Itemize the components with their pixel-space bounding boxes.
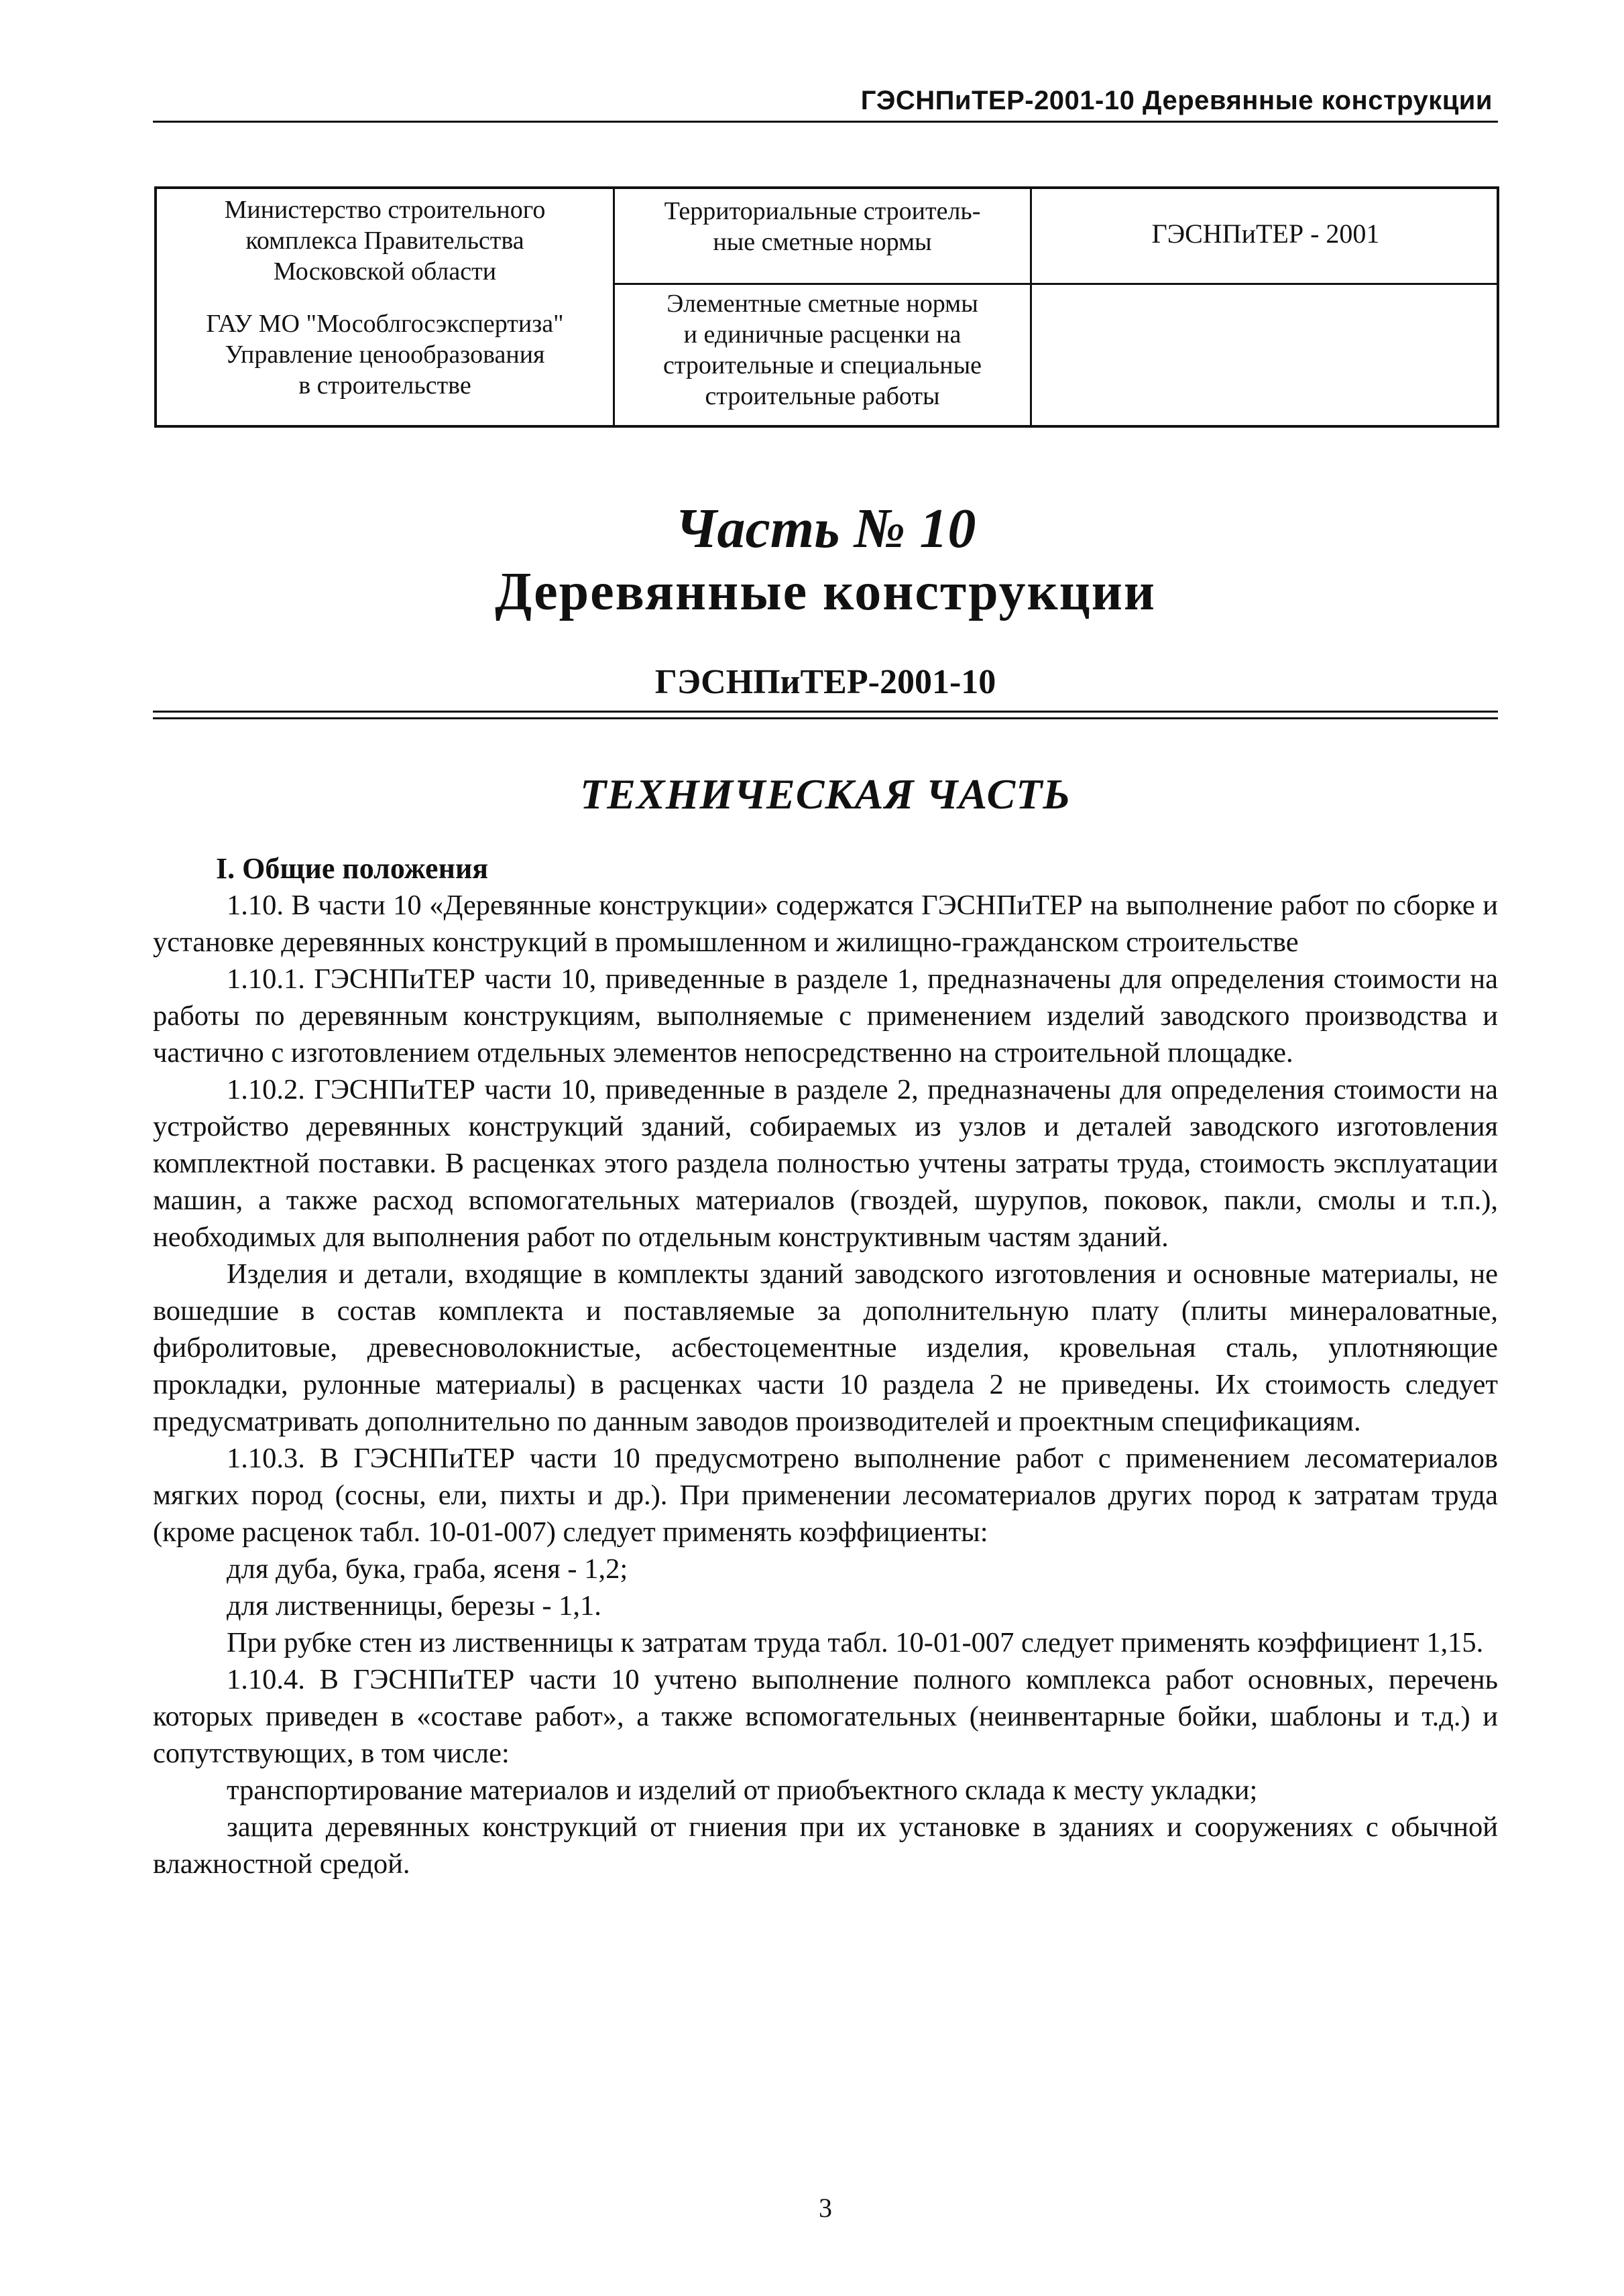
gau-line: в строительстве xyxy=(298,371,471,400)
territorial-line: Территориальные строитель- xyxy=(664,197,981,225)
element-line: строительные и специальные xyxy=(662,351,982,379)
gau-line: ГАУ МО "Мособлгосэкспертиза" xyxy=(206,310,564,338)
double-rule xyxy=(153,717,1498,719)
list-item: транспортирование материалов и изделий от приобъектного склада к месту укладки; xyxy=(227,1774,1258,1806)
ministry-cell xyxy=(157,194,613,287)
gau-cell xyxy=(157,308,613,401)
list-item: для лиственницы, березы - 1,1. xyxy=(227,1590,601,1622)
gau-line: Управление ценообразования xyxy=(225,341,545,369)
part-title: Часть № 10 xyxy=(675,497,976,560)
ministry-line: Московской области xyxy=(273,257,497,286)
element-norms-cell xyxy=(615,288,1030,412)
technical-part-title: ТЕХНИЧЕСКАЯ ЧАСТЬ xyxy=(580,770,1071,818)
double-rule xyxy=(153,711,1498,713)
element-line: строительные работы xyxy=(705,382,940,410)
paragraph: При рубке стен из лиственницы к затратам труда табл. 10-01-007 следует применять коэффициент 1,15. xyxy=(227,1627,1484,1658)
section-heading: I. Общие положения xyxy=(216,852,489,885)
list-item: для дуба, бука, граба, ясеня - 1,2; xyxy=(227,1553,628,1585)
territorial-line: ные сметные нормы xyxy=(713,228,932,256)
paragraph: 1.10. В части 10 «Деревянные конструкции» содержатся ГЭСНПиТЕР на выполнение работ по сборке и установке деревянных конструкций в промышленном и жилищно-гражданском строительстве xyxy=(153,890,1498,958)
main-title: Деревянные конструкции xyxy=(495,562,1156,621)
ministry-line: Министерство строительного xyxy=(224,196,546,224)
paragraph: 1.10.1. ГЭСНПиТЕР части 10, приведенные в разделе 1, предназначены для определения стоимости на работы по деревянным конструкциям, выполняемые с применением изделий заводского производства и частично с изготовлением отдельных элементов непосредственно на строительной площадке. xyxy=(153,963,1498,1069)
standard-code-cell: ГЭСНПиТЕР - 2001 xyxy=(1151,219,1380,249)
header-rule xyxy=(153,121,1498,123)
body-text xyxy=(153,850,1498,1882)
ministry-line: комплекса Правительства xyxy=(245,227,524,255)
territorial-norms-cell xyxy=(615,196,1030,257)
table-divider xyxy=(613,283,1499,285)
info-table xyxy=(154,186,1499,428)
paragraph: Изделия и детали, входящие в комплекты зданий заводского изготовления и основные материалы, не вошедшие в состав комплекта и поставляемые за дополнительную плату (плиты минераловатные, фибролитовые, древесноволокнистые, асбестоцементные изделия, кровельная сталь, уплотняющие прокладки, рулонные материалы) в расценках части 10 раздела 2 не приведены. Их стоимость следует предусматривать дополнительно по данным заводов производителей и проектным спецификациям. xyxy=(153,1258,1498,1437)
paragraph: 1.10.2. ГЭСНПиТЕР части 10, приведенные в разделе 2, предназначены для определения стоимости на устройство деревянных конструкций зданий, собираемых из узлов и деталей заводского изготовления комплектной поставки. В расценках этого раздела полностью учтены затраты труда, стоимость эксплуатации машин, а также расход вспомогательных материалов (гвоздей, шурупов, поковок, пакли, смолы и т.п.), необходимых для выполнения работ по отдельным конструктивным частям зданий. xyxy=(153,1074,1498,1253)
paragraph: 1.10.3. В ГЭСНПиТЕР части 10 предусмотрено выполнение работ с применением лесоматериалов мягких пород (сосны, ели, пихты и др.). При применении лесоматериалов других пород к затратам труда (кроме расценок табл. 10-01-007) следует применять коэффициенты: xyxy=(153,1443,1498,1548)
element-line: и единичные расценки на xyxy=(683,320,962,349)
running-header: ГЭСНПиТЕР-2001-10 Деревянные конструкции xyxy=(860,86,1493,115)
list-item: защита деревянных конструкций от гниения при их установке в зданиях и сооружениях с обычной влажностной средой. xyxy=(153,1811,1498,1880)
element-line: Элементные сметные нормы xyxy=(666,290,978,318)
paragraph: 1.10.4. В ГЭСНПиТЕР части 10 учтено выполнение полного комплекса работ основных, перечень которых приведен в «составе работ», а также вспомогательных (неинвентарные бойки, шаблоны и т.д.) и сопутствующих, в том числе: xyxy=(153,1664,1498,1769)
document-code: ГЭСНПиТЕР-2001-10 xyxy=(654,663,996,701)
page-number: 3 xyxy=(819,2193,832,2223)
